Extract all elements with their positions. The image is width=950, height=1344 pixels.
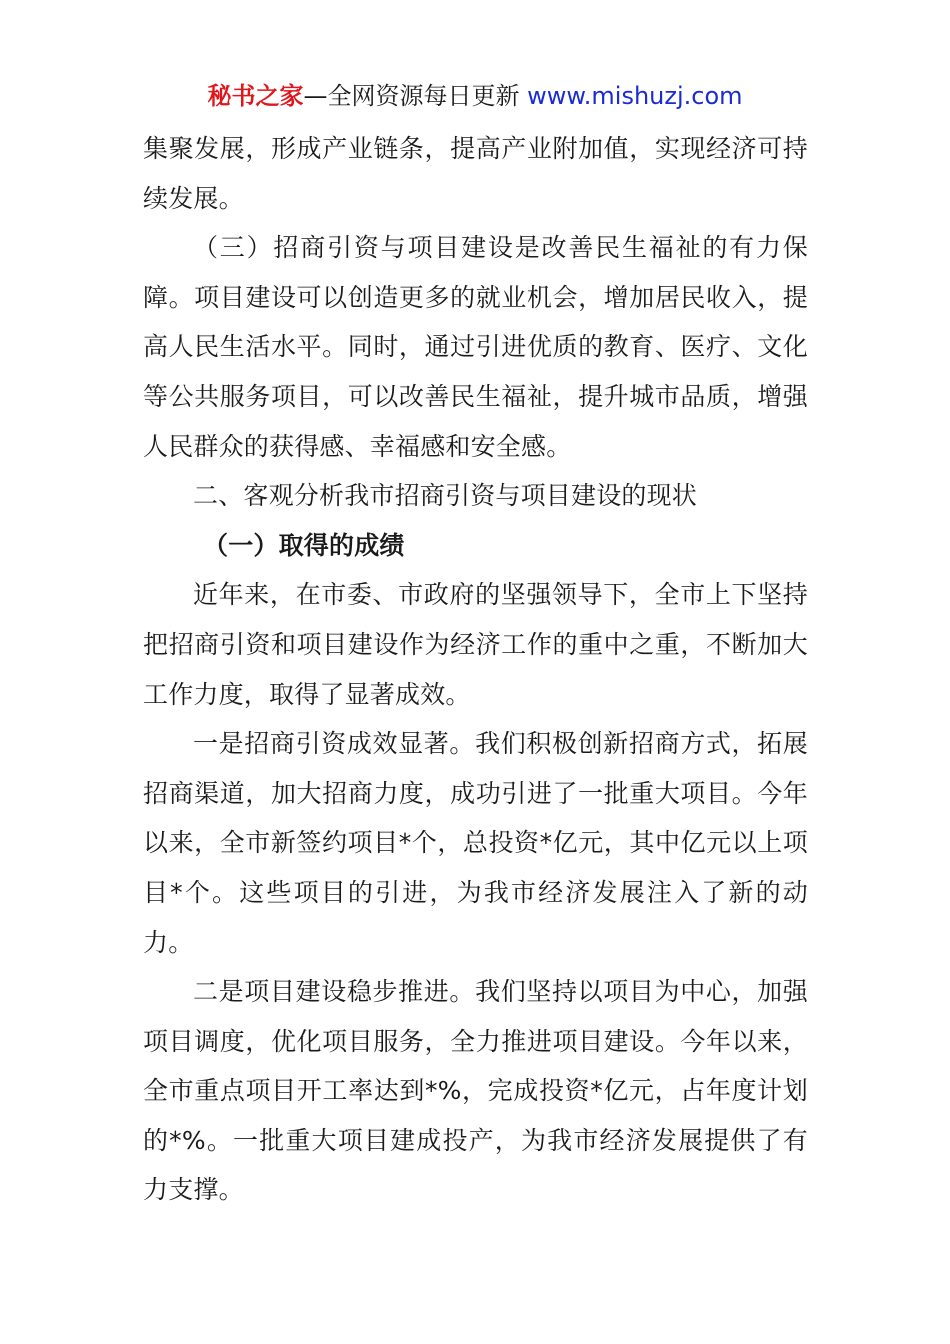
subsection-heading-achievements: （一）取得的成绩 [203, 530, 405, 560]
page-header [0, 78, 950, 114]
paragraph-recent-years: 近年来，在市委、市政府的坚强领导下，全市上下坚持把招商引资和项目建设作为经济工作的重中之重，不断加大工作力度，取得了显著成效。 [143, 580, 808, 709]
document-body [143, 124, 808, 1215]
paragraph-investment-results: 一是招商引资成效显著。我们积极创新招商方式，拓展招商渠道，加大招商力度，成功引进了一批重大项目。今年以来，全市新签约项目*个，总投资*亿元，其中亿元以上项目*个。这些项目的引进，为我市经济发展注入了新的动力。 [143, 729, 808, 957]
paragraph-continuation: 集聚发展，形成产业链条，提高产业附加值，实现经济可持续发展。 [143, 134, 808, 213]
paragraph-section-three: （三）招商引资与项目建设是改善民生福祉的有力保障。项目建设可以创造更多的就业机会，增加居民收入，提高人民生活水平。同时，通过引进优质的教育、医疗、文化等公共服务项目，可以改善民生福祉，提升城市品质，增强人民群众的获得感、幸福感和安全感。 [143, 233, 808, 461]
header-tagline: —全网资源每日更新 [303, 82, 528, 110]
paragraph-project-construction: 二是项目建设稳步推进。我们坚持以项目为中心，加强项目调度，优化项目服务，全力推进项目建设。今年以来，全市重点项目开工率达到*%，完成投资*亿元，占年度计划的*%。一批重大项目建成投产，为我市经济发展提供了有力支撑。 [143, 977, 808, 1205]
section-heading-two: 二、客观分析我市招商引资与项目建设的现状 [193, 481, 698, 511]
header-brand: 秘书之家 [207, 82, 304, 110]
header-url-link[interactable]: www.mishuzj.com [527, 82, 743, 110]
